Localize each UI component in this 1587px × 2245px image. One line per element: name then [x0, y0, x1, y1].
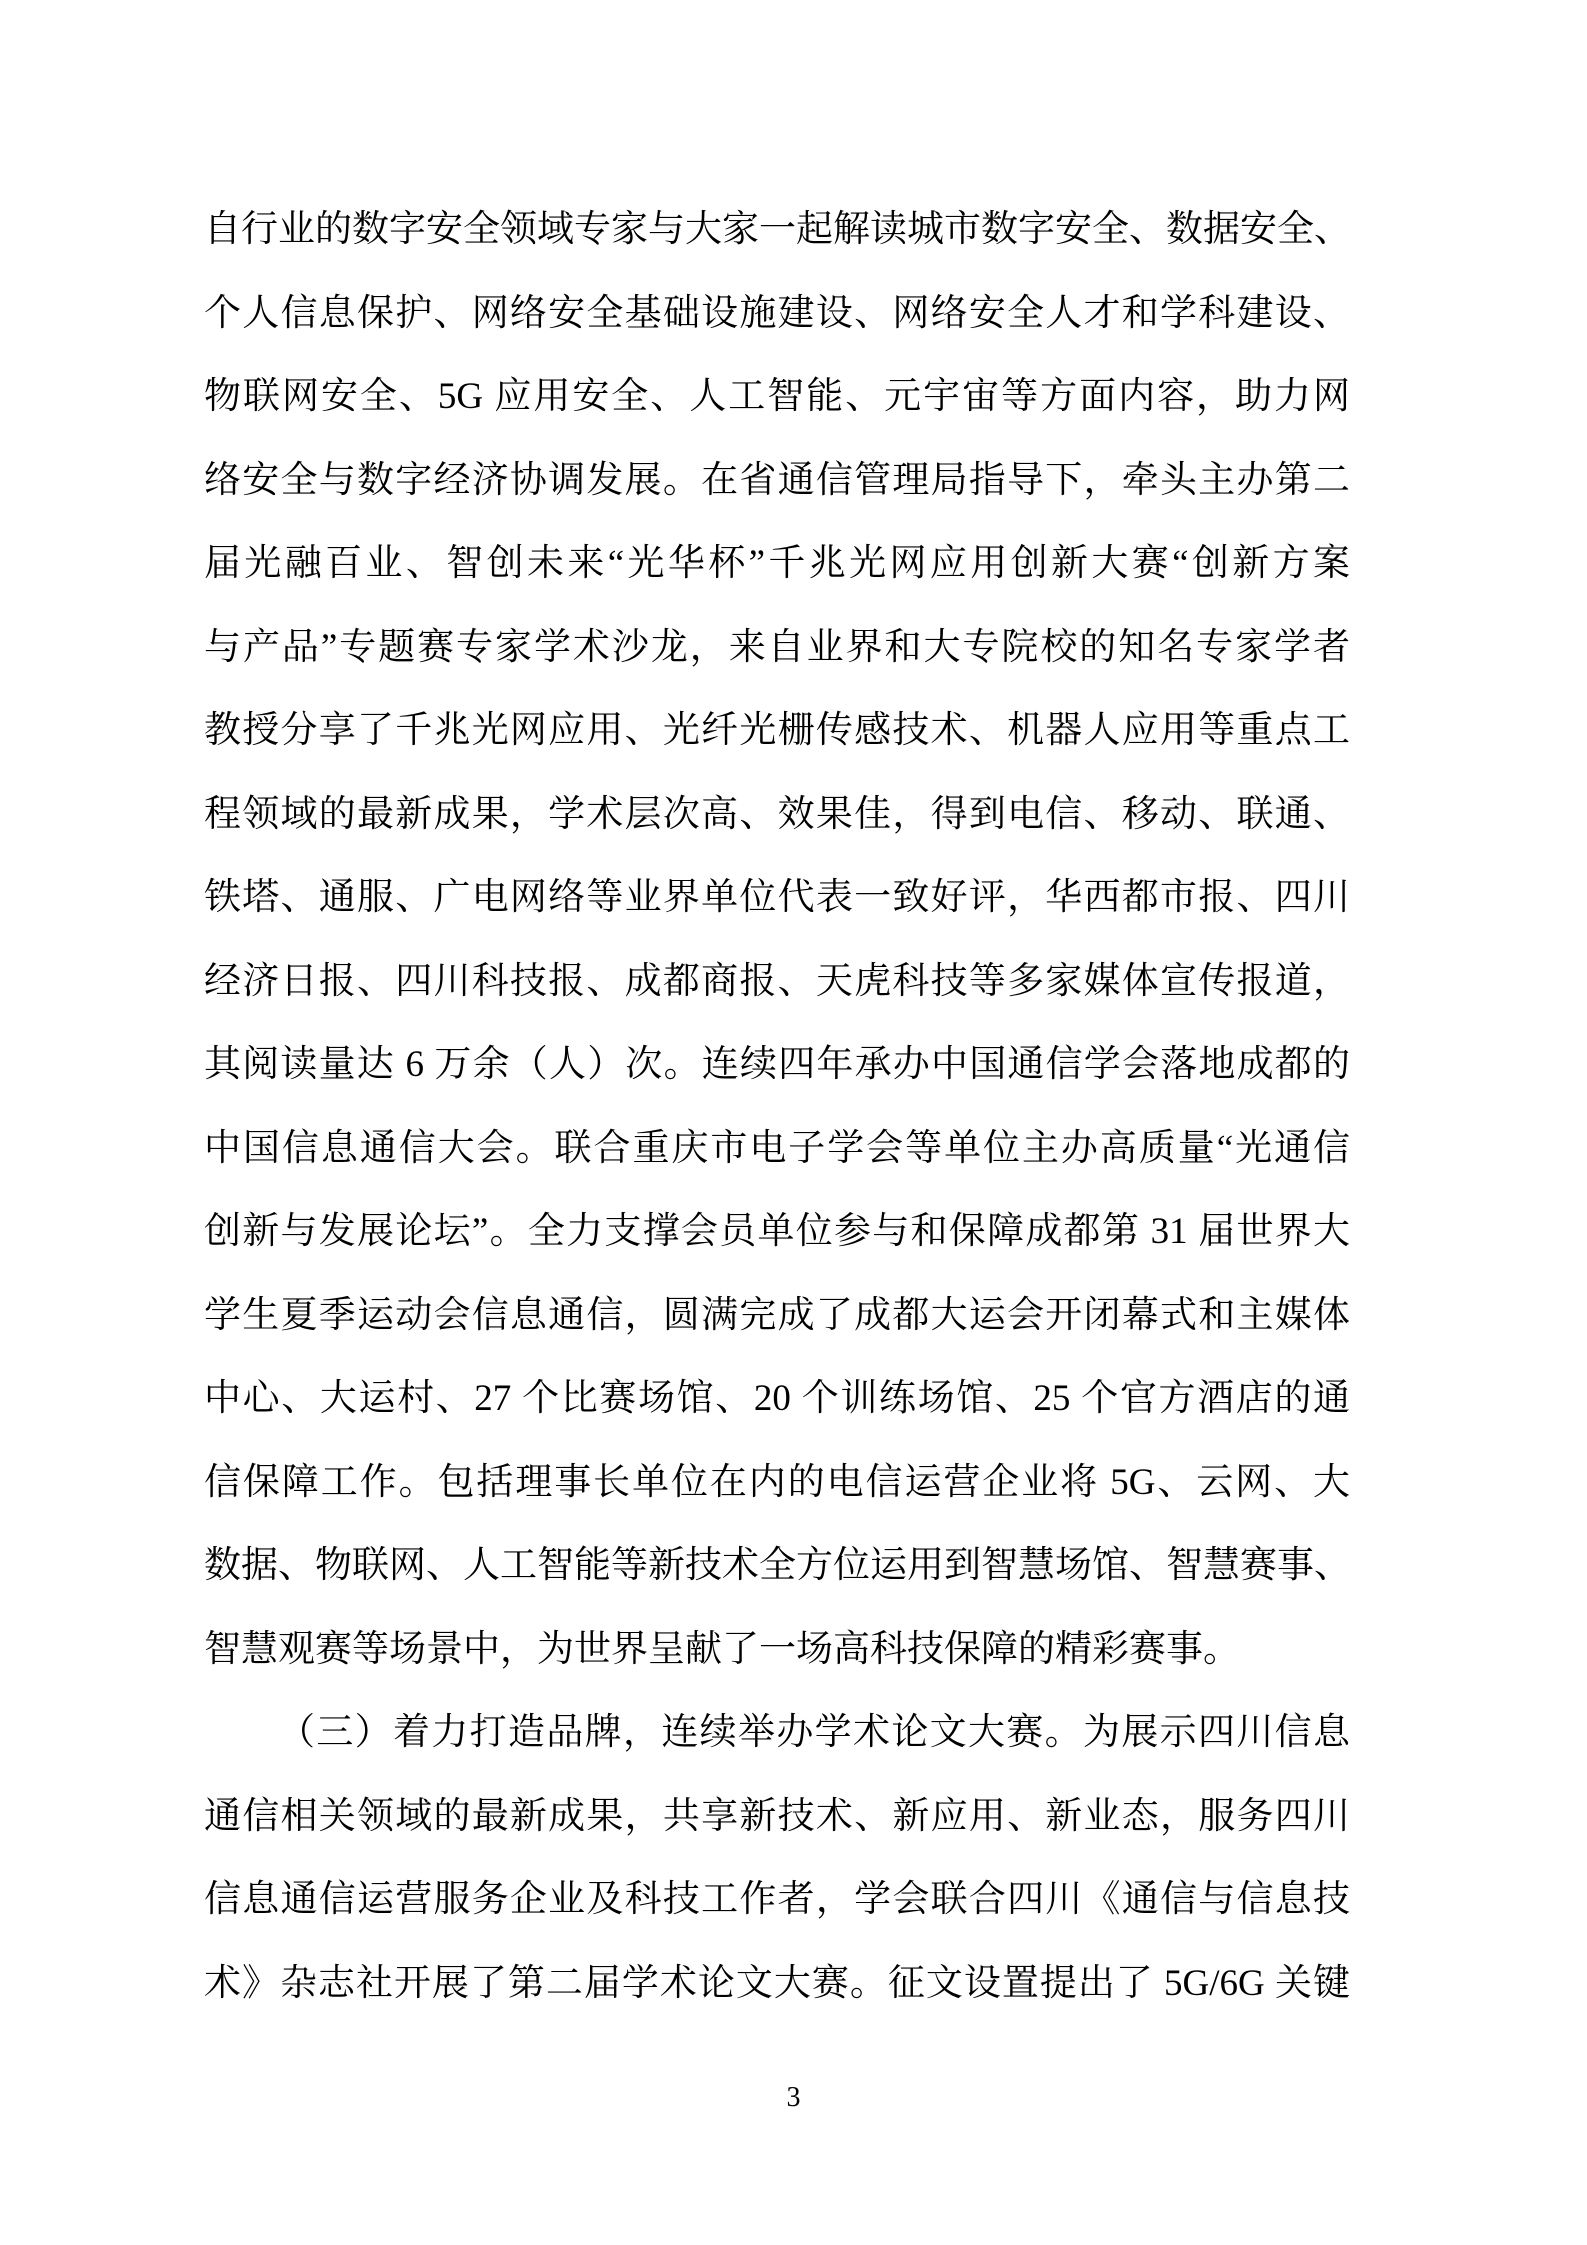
text-line: 创新与发展论坛”。全力支撑会员单位参与和保障成都第 31 届世界大: [204, 1211, 1350, 1252]
text-line: 数据、物联网、人工智能等新技术全方位运用到智慧场馆、智慧赛事、: [204, 1545, 1351, 1586]
text-line: 中心、大运村、27 个比赛场馆、20 个训练场馆、25 个官方酒店的通: [204, 1378, 1350, 1419]
text-line: 络安全与数字经济协调发展。在省通信管理局指导下，牵头主办第二: [204, 459, 1350, 501]
text-line: 术》杂志社开展了第二届学术论文大赛。征文设置提出了 5G/6G 关键: [204, 1962, 1350, 2004]
text-line: 个人信息保护、网络安全基础设施建设、网络安全人才和学科建设、: [204, 292, 1350, 334]
text-line: 教授分享了千兆光网应用、光纤光栅传感技术、机器人应用等重点工: [204, 710, 1350, 751]
text-line: 其阅读量达 6 万余（人）次。连续四年承办中国通信学会落地成都的: [204, 1044, 1350, 1085]
text-line: 信息通信运营服务企业及科技工作者，学会联合四川《通信与信息技: [204, 1879, 1350, 1920]
text-line: （三）着力打造品牌，连续举办学术论文大赛。为展示四川信息: [278, 1712, 1350, 1753]
text-line: 学生夏季运动会信息通信，圆满完成了成都大运会开闭幕式和主媒体: [204, 1294, 1350, 1336]
text-line: 物联网安全、5G 应用安全、人工智能、元宇宙等方面内容，助力网: [204, 376, 1350, 417]
text-line: 信保障工作。包括理事长单位在内的电信运营企业将 5G、云网、大: [204, 1461, 1350, 1503]
text-line: 铁塔、通服、广电网络等业界单位代表一致好评，华西都市报、四川: [204, 877, 1350, 918]
document-body: [204, 188, 1350, 2025]
text-line: 与产品”专题赛专家学术沙龙，来自业界和大专院校的知名专家学者: [204, 626, 1350, 668]
text-line: 通信相关领域的最新成果，共享新技术、新应用、新业态，服务四川: [204, 1795, 1350, 1837]
page-number: 3: [786, 2082, 801, 2113]
text-line: 智慧观赛等场景中，为世界呈献了一场高科技保障的精彩赛事。: [204, 1628, 1240, 1670]
text-line: 程领域的最新成果，学术层次高、效果佳，得到电信、移动、联通、: [204, 793, 1350, 835]
text-line: 自行业的数字安全领域专家与大家一起解读城市数字安全、数据安全、: [204, 209, 1351, 250]
text-line: 经济日报、四川科技报、成都商报、天虎科技等多家媒体宣传报道，: [204, 960, 1350, 1002]
text-line: 届光融百业、智创未来“光华杯”千兆光网应用创新大赛“创新方案: [204, 543, 1350, 584]
text-line: 中国信息通信大会。联合重庆市电子学会等单位主办高质量“光通信: [204, 1127, 1350, 1169]
